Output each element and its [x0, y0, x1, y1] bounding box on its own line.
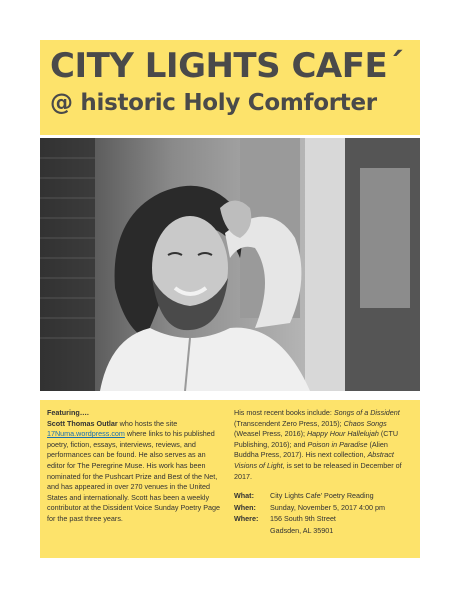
page-subtitle: @ historic Holy Comforter [50, 90, 377, 116]
books-text: , is set to be released in December of 2017. [234, 460, 402, 481]
bio-paragraph [47, 419, 225, 525]
featured-photo [40, 138, 420, 391]
where-line-1: 156 South 9th Street [270, 514, 336, 523]
what-label: What: [234, 491, 254, 500]
bio-column [47, 408, 225, 525]
books-text: (Transcendent Zero Press, 2015); [234, 418, 344, 428]
detail-when [234, 502, 419, 514]
when-value: Sunday, November 5, 2017 4:00 pm [270, 502, 385, 512]
author-name: Scott Thomas Outlar [47, 418, 118, 428]
detail-where-2 [234, 525, 419, 537]
books-paragraph [234, 408, 414, 482]
bio-text-1: who hosts the site [117, 418, 178, 428]
book-title: Abstract Visions of Light [234, 450, 394, 470]
book-title: Chaos Songs [343, 418, 387, 428]
header-banner [40, 40, 420, 135]
books-text: (Weasel Press, 2016); [234, 429, 307, 439]
event-details [234, 490, 419, 536]
info-panel [40, 400, 420, 558]
page-title: CITY LIGHTS CAFE´ [50, 46, 404, 86]
books-text: (Alien Buddha Press, 2017). His next collection, [234, 439, 388, 460]
detail-where [234, 513, 419, 525]
books-column [234, 408, 414, 482]
books-text: His most recent books include: [234, 408, 334, 417]
featuring-label: Featuring…. [47, 408, 89, 417]
books-text: (CTU Publishing, 2016); and [234, 429, 399, 449]
detail-what [234, 490, 419, 502]
where-label: Where: [234, 514, 259, 523]
bio-text-2: where links to his published poetry, fiction, essays, interviews, reviews, and performances can be found. He also serves as an editor for The Peregrine Muse. His work has been nominated for the Pushcart Prize and Best of the Net, and has appeared in over 270 venues in the United States and internationally. Scott has been a weekly contributor at the Dissident Voice Sunday Poetry Page for the past three years. [47, 429, 221, 523]
where-spacer [234, 525, 270, 537]
when-label: When: [234, 502, 256, 512]
book-title: Songs of a Dissident [333, 408, 400, 417]
site-link[interactable]: 17Numa.wordpress.com [47, 429, 125, 439]
where-line-2: Gadsden, AL 35901 [270, 525, 334, 535]
book-title: Happy Hour Hallelujah [306, 429, 379, 439]
what-value: City Lights Cafe’ Poetry Reading [270, 491, 374, 500]
book-title: Poison in Paradise [307, 439, 368, 449]
